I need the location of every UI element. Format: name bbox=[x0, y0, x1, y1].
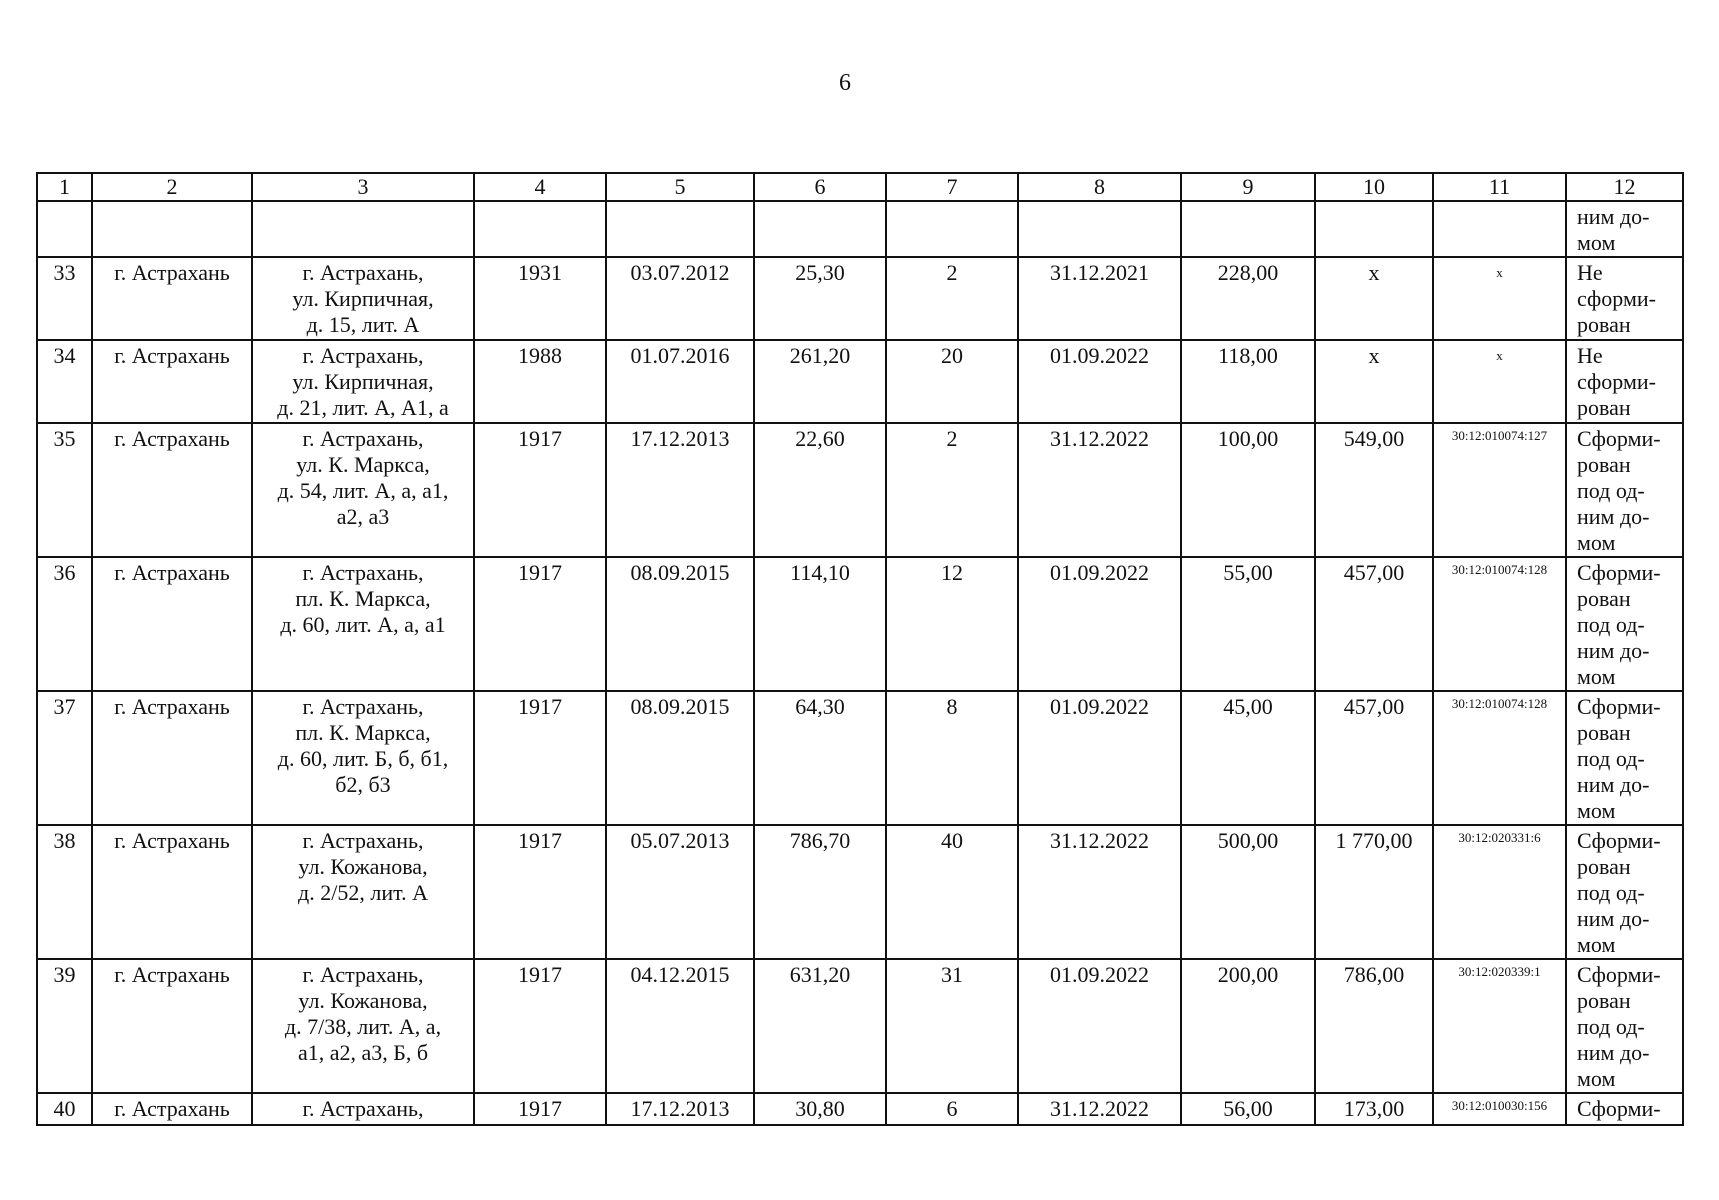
deadline-cell: 01.09.2022 bbox=[1018, 959, 1181, 1093]
row-number-cell: 33 bbox=[37, 257, 92, 340]
col10-value-cell: 457,00 bbox=[1315, 691, 1433, 825]
address-cell bbox=[252, 257, 474, 340]
table-row bbox=[37, 340, 1683, 423]
column-header: 8 bbox=[1018, 173, 1181, 201]
status-line: ним до- bbox=[1577, 638, 1650, 663]
col9-value-cell: 45,00 bbox=[1181, 691, 1315, 825]
city-cell: г. Астрахань bbox=[92, 691, 252, 825]
address-line: а2, а3 bbox=[336, 504, 390, 529]
area-cell: 114,10 bbox=[754, 557, 886, 691]
residents-cell: 6 bbox=[886, 1093, 1018, 1125]
row-number-cell: 36 bbox=[37, 557, 92, 691]
col9-value-cell: 118,00 bbox=[1181, 340, 1315, 423]
recognition-date-cell: 17.12.2013 bbox=[606, 1093, 754, 1125]
deadline-cell: 31.12.2022 bbox=[1018, 825, 1181, 959]
col10-value-cell: 786,00 bbox=[1315, 959, 1433, 1093]
year-built-cell: 1917 bbox=[474, 1093, 606, 1125]
address-line: ул. Кирпичная, bbox=[292, 369, 434, 394]
col10-value-cell: 549,00 bbox=[1315, 423, 1433, 557]
address-line: г. Астрахань, bbox=[302, 1096, 424, 1121]
housing-registry-table bbox=[36, 172, 1684, 1126]
city-cell: г. Астрахань bbox=[92, 557, 252, 691]
col10-value-cell: x bbox=[1315, 257, 1433, 340]
land-status-cell bbox=[1566, 557, 1683, 691]
land-status-cell bbox=[1566, 691, 1683, 825]
year-built-cell: 1988 bbox=[474, 340, 606, 423]
land-status-cell bbox=[1566, 959, 1683, 1093]
table-row bbox=[37, 423, 1683, 557]
status-line: под од- bbox=[1577, 880, 1645, 905]
residents-cell: 8 bbox=[886, 691, 1018, 825]
status-line: ним до- bbox=[1577, 204, 1650, 229]
address-line: д. 15, лит. А bbox=[306, 312, 420, 337]
city-cell: г. Астрахань bbox=[92, 257, 252, 340]
address-cell bbox=[252, 1093, 474, 1125]
address-line: а1, а2, а3, Б, б bbox=[297, 1040, 429, 1065]
address-line: г. Астрахань, bbox=[302, 343, 424, 368]
col10-value-cell: x bbox=[1315, 340, 1433, 423]
cadastral-number-cell: 30:12:010030:156 bbox=[1433, 1093, 1566, 1125]
table-row bbox=[37, 959, 1683, 1093]
column-header: 7 bbox=[886, 173, 1018, 201]
status-line: Не bbox=[1577, 343, 1603, 368]
column-header: 3 bbox=[252, 173, 474, 201]
status-line: Сформи- bbox=[1577, 1096, 1661, 1121]
address-line: д. 2/52, лит. А bbox=[298, 880, 428, 905]
land-status-cell bbox=[1566, 825, 1683, 959]
city-cell: г. Астрахань bbox=[92, 825, 252, 959]
cadastral-number-cell: x bbox=[1433, 340, 1566, 423]
col9-value-cell: 228,00 bbox=[1181, 257, 1315, 340]
address-line: д. 54, лит. А, а, а1, bbox=[277, 478, 449, 503]
deadline-cell: 01.09.2022 bbox=[1018, 691, 1181, 825]
address-line: г. Астрахань, bbox=[302, 560, 424, 585]
status-line: мом bbox=[1577, 230, 1616, 255]
cadastral-number-cell: 30:12:010074:128 bbox=[1433, 691, 1566, 825]
status-line: Сформи- bbox=[1577, 694, 1661, 719]
area-cell: 30,80 bbox=[754, 1093, 886, 1125]
row-number-cell: 37 bbox=[37, 691, 92, 825]
table-row bbox=[37, 1093, 1683, 1125]
column-header: 4 bbox=[474, 173, 606, 201]
address-line: ул. Кожанова, bbox=[298, 854, 428, 879]
col10-value-cell: 1 770,00 bbox=[1315, 825, 1433, 959]
recognition-date-cell: 03.07.2012 bbox=[606, 257, 754, 340]
col9-value-cell: 200,00 bbox=[1181, 959, 1315, 1093]
deadline-cell: 31.12.2022 bbox=[1018, 1093, 1181, 1125]
status-line: сформи- bbox=[1577, 369, 1656, 394]
page-number: 6 bbox=[839, 70, 851, 96]
address-cell bbox=[252, 959, 474, 1093]
row-number-cell: 34 bbox=[37, 340, 92, 423]
residents-cell: 2 bbox=[886, 423, 1018, 557]
cadastral-number-cell: 30:12:010074:128 bbox=[1433, 557, 1566, 691]
row-number-cell: 39 bbox=[37, 959, 92, 1093]
status-line: рован bbox=[1577, 312, 1631, 337]
status-line: мом bbox=[1577, 932, 1616, 957]
address-line: д. 7/38, лит. А, а, bbox=[284, 1014, 442, 1039]
area-cell: 22,60 bbox=[754, 423, 886, 557]
status-line: сформи- bbox=[1577, 286, 1656, 311]
cadastral-number-cell: 30:12:020331:6 bbox=[1433, 825, 1566, 959]
city-cell: г. Астрахань bbox=[92, 1093, 252, 1125]
column-header: 12 bbox=[1566, 173, 1683, 201]
area-cell: 261,20 bbox=[754, 340, 886, 423]
residents-cell: 31 bbox=[886, 959, 1018, 1093]
table-row bbox=[37, 691, 1683, 825]
continuation-row bbox=[37, 201, 1683, 257]
status-line: рован bbox=[1577, 854, 1631, 879]
status-line: под од- bbox=[1577, 746, 1645, 771]
address-line: б2, б3 bbox=[335, 772, 391, 797]
status-line: ним до- bbox=[1577, 772, 1650, 797]
area-cell: 25,30 bbox=[754, 257, 886, 340]
column-header: 6 bbox=[754, 173, 886, 201]
recognition-date-cell: 08.09.2015 bbox=[606, 691, 754, 825]
land-status-cell bbox=[1566, 340, 1683, 423]
address-line: г. Астрахань, bbox=[302, 828, 424, 853]
status-line: рован bbox=[1577, 452, 1631, 477]
cadastral-number-cell: 30:12:020339:1 bbox=[1433, 959, 1566, 1093]
row-number-cell: 40 bbox=[37, 1093, 92, 1125]
status-line: рован bbox=[1577, 720, 1631, 745]
status-line: рован bbox=[1577, 395, 1631, 420]
address-cell bbox=[252, 340, 474, 423]
land-status-cell bbox=[1566, 423, 1683, 557]
year-built-cell: 1917 bbox=[474, 557, 606, 691]
recognition-date-cell: 01.07.2016 bbox=[606, 340, 754, 423]
column-number-header bbox=[37, 173, 1683, 201]
address-line: ул. Кирпичная, bbox=[292, 286, 434, 311]
year-built-cell: 1917 bbox=[474, 825, 606, 959]
address-line: г. Астрахань, bbox=[302, 426, 424, 451]
col9-value-cell: 55,00 bbox=[1181, 557, 1315, 691]
address-line: пл. К. Маркса, bbox=[295, 720, 431, 745]
row-number-cell: 35 bbox=[37, 423, 92, 557]
status-line: под од- bbox=[1577, 1014, 1645, 1039]
year-built-cell: 1917 bbox=[474, 691, 606, 825]
status-line: ним до- bbox=[1577, 1040, 1650, 1065]
status-line: под од- bbox=[1577, 478, 1645, 503]
table-row bbox=[37, 257, 1683, 340]
col10-value-cell: 457,00 bbox=[1315, 557, 1433, 691]
column-header: 11 bbox=[1433, 173, 1566, 201]
column-header: 10 bbox=[1315, 173, 1433, 201]
status-line: Сформи- bbox=[1577, 426, 1661, 451]
col9-value-cell: 56,00 bbox=[1181, 1093, 1315, 1125]
column-header: 5 bbox=[606, 173, 754, 201]
status-line: Не bbox=[1577, 260, 1603, 285]
status-line: ним до- bbox=[1577, 504, 1650, 529]
recognition-date-cell: 04.12.2015 bbox=[606, 959, 754, 1093]
city-cell: г. Астрахань bbox=[92, 423, 252, 557]
table-row bbox=[37, 557, 1683, 691]
address-line: пл. К. Маркса, bbox=[295, 586, 431, 611]
row-number-cell: 38 bbox=[37, 825, 92, 959]
address-cell bbox=[252, 557, 474, 691]
address-line: д. 60, лит. А, а, а1 bbox=[280, 612, 446, 637]
cadastral-number-cell: 30:12:010074:127 bbox=[1433, 423, 1566, 557]
year-built-cell: 1931 bbox=[474, 257, 606, 340]
city-cell: г. Астрахань bbox=[92, 959, 252, 1093]
deadline-cell: 01.09.2022 bbox=[1018, 557, 1181, 691]
land-status-cell bbox=[1566, 1093, 1683, 1125]
address-line: г. Астрахань, bbox=[302, 962, 424, 987]
recognition-date-cell: 08.09.2015 bbox=[606, 557, 754, 691]
residents-cell: 20 bbox=[886, 340, 1018, 423]
table-row bbox=[37, 825, 1683, 959]
land-status-cell bbox=[1566, 201, 1683, 257]
year-built-cell: 1917 bbox=[474, 423, 606, 557]
area-cell: 631,20 bbox=[754, 959, 886, 1093]
status-line: Сформи- bbox=[1577, 560, 1661, 585]
deadline-cell: 01.09.2022 bbox=[1018, 340, 1181, 423]
deadline-cell: 31.12.2022 bbox=[1018, 423, 1181, 557]
cadastral-number-cell: x bbox=[1433, 257, 1566, 340]
status-line: рован bbox=[1577, 988, 1631, 1013]
column-header: 9 bbox=[1181, 173, 1315, 201]
status-line: под од- bbox=[1577, 612, 1645, 637]
col9-value-cell: 100,00 bbox=[1181, 423, 1315, 557]
status-line: рован bbox=[1577, 586, 1631, 611]
year-built-cell: 1917 bbox=[474, 959, 606, 1093]
col9-value-cell: 500,00 bbox=[1181, 825, 1315, 959]
residents-cell: 12 bbox=[886, 557, 1018, 691]
address-line: д. 60, лит. Б, б, б1, bbox=[277, 746, 449, 771]
address-line: г. Астрахань, bbox=[302, 694, 424, 719]
address-line: ул. К. Маркса, bbox=[296, 452, 430, 477]
status-line: мом bbox=[1577, 664, 1616, 689]
address-cell bbox=[252, 691, 474, 825]
residents-cell: 2 bbox=[886, 257, 1018, 340]
status-line: мом bbox=[1577, 798, 1616, 823]
recognition-date-cell: 05.07.2013 bbox=[606, 825, 754, 959]
status-line: ним до- bbox=[1577, 906, 1650, 931]
status-line: Сформи- bbox=[1577, 962, 1661, 987]
col10-value-cell: 173,00 bbox=[1315, 1093, 1433, 1125]
address-line: г. Астрахань, bbox=[302, 260, 424, 285]
column-header: 2 bbox=[92, 173, 252, 201]
status-line: мом bbox=[1577, 1066, 1616, 1091]
column-header: 1 bbox=[37, 173, 92, 201]
status-line: мом bbox=[1577, 530, 1616, 555]
residents-cell: 40 bbox=[886, 825, 1018, 959]
area-cell: 786,70 bbox=[754, 825, 886, 959]
area-cell: 64,30 bbox=[754, 691, 886, 825]
address-cell bbox=[252, 423, 474, 557]
address-line: ул. Кожанова, bbox=[298, 988, 428, 1013]
deadline-cell: 31.12.2021 bbox=[1018, 257, 1181, 340]
city-cell: г. Астрахань bbox=[92, 340, 252, 423]
recognition-date-cell: 17.12.2013 bbox=[606, 423, 754, 557]
status-line: Сформи- bbox=[1577, 828, 1661, 853]
land-status-cell bbox=[1566, 257, 1683, 340]
address-line: д. 21, лит. А, А1, а bbox=[277, 395, 449, 420]
address-cell bbox=[252, 825, 474, 959]
